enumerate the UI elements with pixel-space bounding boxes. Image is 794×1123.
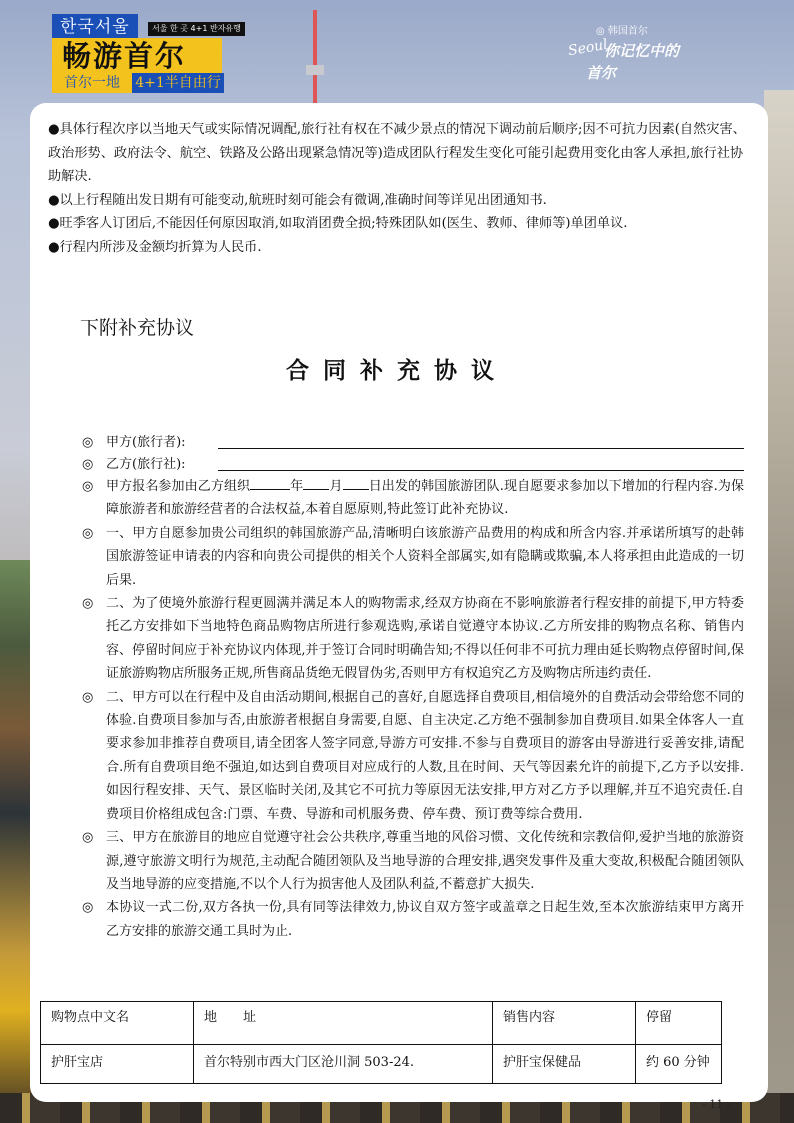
clause-item [82, 522, 744, 592]
clause-text: 本协议一式二份,双方各执一份,具有同等法律效力,协议自双方签字或盖章之日起生效,至本次旅游结束甲方离开乙方安排的旅游交通工具时为止. [106, 900, 744, 939]
header-tag-destination: 首尔一地 [52, 73, 132, 93]
tower-graphic [313, 10, 317, 105]
bullet-icon: ◎ [82, 435, 94, 450]
note-item: ●行程内所涉及金额均折算为人民币. [48, 239, 262, 255]
party-a-label: 甲方(旅行者): [106, 435, 186, 450]
clause-text: 甲方报名参加由乙方组织 [106, 479, 251, 494]
header-main-title: 畅游首尔 [52, 38, 222, 74]
bullet-icon: ◎ [82, 457, 94, 472]
bullet-icon: ◎ [82, 900, 94, 916]
bullet-icon: ◎ [82, 689, 94, 705]
shopping-table [40, 1001, 722, 1084]
clause-item [82, 686, 744, 826]
clause-text: 二、甲方可以在行程中及自由活动期间,根据自己的喜好,自愿选择自费项目,相信境外的自费活动会带给您不同的体验.自费项目参加与否,由旅游者根据自身需要,自愿、自主决定.乙方绝不强制参加自费项目.如果全体客人一直要求参加非推荐自费项目,请全团客人签字同意,导游方可安排.不参与自费项目的游客由导游进行妥善安排,请配合.所有自费项目绝不强迫,如达到自费项目对应成行的人数,且在时间、天气等因素允许的前提下,乙方予以安排.如因行程安排、天气、景区临时关闭,及其它不可抗力等原因无法安排,甲方对乙方予以理解,并互不追究责任.自费项目价格组成包含:门票、车费、导游和司机服务费、停车费、预订费等综合费用. [106, 689, 744, 822]
bullet-icon: ◎ [82, 596, 94, 612]
note-item: ●以上行程随出发日期有可能变动,航班时刻可能会有微调,准确时间等详见出团通知书. [48, 192, 547, 208]
bullet-icon: ◎ [82, 525, 94, 541]
clause-item [82, 826, 744, 896]
day-blank[interactable] [343, 476, 369, 490]
section-title: 下附补充协议 [80, 317, 195, 339]
party-a-signature-line[interactable] [218, 448, 744, 449]
clause-item [82, 592, 744, 686]
contract-title: 合同补充协议 [286, 357, 508, 384]
party-b-label: 乙方(旅行社): [106, 457, 186, 472]
table-header: 购物点中文名 [41, 1002, 194, 1045]
page-number: - 11 - [702, 1098, 731, 1111]
background-photo-right [764, 90, 794, 1123]
month-blank[interactable] [303, 476, 329, 490]
header-tag-itinerary: 4+1半自由行 [132, 73, 224, 93]
brand-city: 首尔 [586, 64, 617, 82]
bullet-icon: ◎ [82, 479, 94, 494]
party-a-row [82, 433, 744, 453]
brand-location: ◎ 韩国首尔 [596, 26, 648, 37]
clause-item [82, 896, 744, 943]
table-header: 停留 [636, 1002, 722, 1045]
table-cell: 约 60 分钟 [636, 1045, 722, 1084]
clause-text: 二、为了使境外旅游行程更圆满并满足本人的购物需求,经双方协商在不影响旅游者行程安排的前提下,甲方特委托乙方安排如下当地特色商品购物店所进行参观选购,承诺自觉遵守本协议.乙方所安排的购物点名称、销售内容、停留时间应于补充协议内体现,并于签订合同时明确告知;不得以任何非不可抗力理由延长购物点停留时间,保证旅游购物店所服务正规,所售商品货绝无假冒伪劣,否则甲方有权追究乙方及购物店所违约责任. [106, 596, 744, 682]
brand-slogan: 你记忆中的 [604, 42, 680, 60]
table-header-row [41, 1002, 722, 1045]
clause-intro [82, 475, 744, 522]
year-blank[interactable] [250, 476, 290, 490]
clause-text: 日出发的韩国旅游团队.现自愿要求参加以下增加的行程内容.为保障旅游者和旅游经营者的合法权益,本着自愿原则,特此签订此补充协议. [106, 479, 744, 518]
header-subtitle: 서울 한 곳 4+1 반자유행 [148, 22, 245, 36]
clause-text: 三、甲方在旅游目的地应自觉遵守社会公共秩序,尊重当地的风俗习惯、文化传统和宗教信仰,爱护当地的旅游资源,遵守旅游文明行为规范,主动配合随团领队及当地导游的合理安排,遇突发事件及重大变故,积极配合随团领队及当地导游的应变措施,不以个人行为损害他人及团队利益,不蓄意扩大损失. [106, 830, 744, 892]
table-header: 销售内容 [493, 1002, 636, 1045]
table-cell: 护肝宝保健品 [493, 1045, 636, 1084]
table-cell: 首尔特别市西大门区沧川洞 503-24. [194, 1045, 493, 1084]
table-cell: 护肝宝店 [41, 1045, 194, 1084]
contract-clauses [82, 475, 744, 943]
clause-text: 年 [290, 479, 304, 494]
bullet-icon: ◎ [82, 830, 94, 846]
itinerary-notes [48, 118, 748, 259]
note-item: ●具体行程次序以当地天气或实际情况调配,旅行社有权在不减少景点的情况下调动前后顺序;因不可抗力因素(自然灾害、政治形势、政府法令、航空、铁路及公路出现紧急情况等)造成团队行程发生变化可能引起费用变化由客人承担,旅行社协助解决. [48, 122, 746, 184]
table-row [41, 1045, 722, 1084]
header-korean-title: 한국서울 [52, 14, 138, 40]
clause-text: 一、甲方自愿参加贵公司组织的韩国旅游产品,清晰明白该旅游产品费用的构成和所含内容.并承诺所填写的赴韩国旅游签证申请表的内容和向贵公司提供的相关个人资料全部属实,如有隐瞒或欺骗,本人将承担由此造成的一切后果. [106, 525, 744, 588]
table-header: 地 址 [194, 1002, 493, 1045]
brand-seoul-script: Seoul [566, 36, 609, 60]
party-b-signature-line[interactable] [218, 470, 744, 471]
clause-text: 月 [329, 479, 343, 494]
note-item: ●旺季客人订团后,不能因任何原因取消,如取消团费全损;特殊团队如(医生、教师、律师等)单团单议. [48, 216, 628, 231]
party-b-row [82, 455, 744, 475]
